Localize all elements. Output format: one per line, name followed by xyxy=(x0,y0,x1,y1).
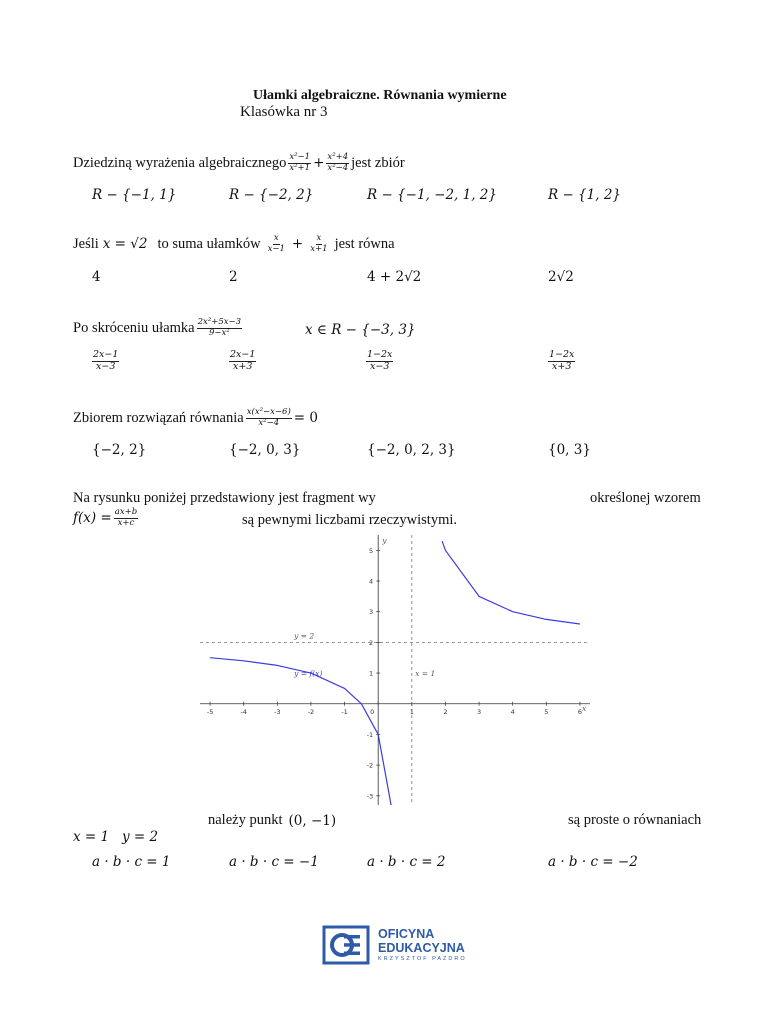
q3-fraction: $\frac{\text{2x²+5x−3}}{\text{9−x²}}$ xyxy=(197,317,242,338)
x-tick-label: 6 xyxy=(577,707,582,716)
x-tick-label: -3 xyxy=(274,707,281,716)
q1-answer-c: R − {−1, −2, 1, 2} xyxy=(367,187,497,203)
q4-answer-c: {−2, 0, 2, 3} xyxy=(367,442,456,458)
page-title: Ułamki algebraiczne. Równania wymierne xyxy=(253,88,507,103)
q1-answer-a: R − {−1, 1} xyxy=(92,187,177,203)
q4-answer-a: {−2, 2} xyxy=(92,442,147,458)
q3-answer-d: $\frac{1-2x}{x+3}$ xyxy=(549,349,575,372)
curve-branch-2 xyxy=(442,541,580,624)
q1-fraction-1: $\frac{\text{x²−1}}{\text{x²+1}}$ xyxy=(289,152,311,173)
question-2: Jeśli x = √2 to suma ułamków $\frac{x}{x-1}$ + $\frac{x}{x+1}$ jest równa xyxy=(73,233,395,254)
y-tick-label: 5 xyxy=(369,546,374,555)
question-4 xyxy=(73,408,318,429)
q5-answer-b: a · b · c = −1 xyxy=(229,854,319,870)
q5-answer-d: a · b · c = −2 xyxy=(548,854,638,870)
q1-text-after: jest zbiór xyxy=(351,154,405,171)
x-axis-label: x xyxy=(582,703,587,713)
y-tick-label: 3 xyxy=(369,608,374,617)
x-tick-label: -2 xyxy=(307,707,315,716)
label-y-2: y = 2 xyxy=(294,631,315,641)
q3-answer-b: $\frac{2x-1}{x+3}$ xyxy=(230,349,256,372)
x-tick-label: 5 xyxy=(544,707,549,716)
q1-fraction-2: $\frac{\text{x²+4}}{\text{x²−4}}$ xyxy=(327,152,349,173)
q2-answer-d: 2√2 xyxy=(548,269,574,285)
x-tick-label: 4 xyxy=(510,707,515,716)
oe-logo-icon xyxy=(322,925,370,965)
label-x-1: x = 1 xyxy=(415,669,436,679)
y-tick-label: -1 xyxy=(366,730,374,739)
q2-text-b: to suma ułamków xyxy=(157,235,261,252)
q2-fraction-1: $\frac{x}{x-1}$ xyxy=(267,233,285,254)
x-tick-label: -4 xyxy=(240,707,247,716)
q5-formula: f(x) = $\frac{ax+b}{x+c}$ xyxy=(73,507,138,528)
y-tick-label: 4 xyxy=(369,577,374,586)
q3-answer-a: $\frac{2x-1}{x-3}$ xyxy=(93,349,119,372)
q4-fraction: $\frac{\text{x(x²−x−6)}}{\text{x²−4}}$ xyxy=(246,407,291,428)
q4-answer-d: {0, 3} xyxy=(548,442,591,458)
q5-text-c: są pewnymi liczbami rzeczywistymi. xyxy=(242,512,458,528)
q5-answer-c: a · b · c = 2 xyxy=(367,854,446,870)
y-tick-label: -3 xyxy=(366,792,374,801)
logo-line-1: OFICYNA xyxy=(378,927,435,942)
q2-text-a: Jeśli xyxy=(73,235,99,252)
x-tick-label: -1 xyxy=(341,707,348,716)
q5-text-b: określonej wzorem xyxy=(590,490,701,506)
x-tick-label: 3 xyxy=(476,707,482,716)
q2-answer-c: 4 + 2√2 xyxy=(367,269,422,285)
x-tick-label: 1 xyxy=(409,707,414,716)
y-tick-label: 2 xyxy=(369,638,374,647)
publisher-logo xyxy=(322,925,467,965)
q5-point: (0, −1) xyxy=(288,812,337,829)
page-subtitle: Klasówka nr 3 xyxy=(240,104,328,120)
q2-answer-b: 2 xyxy=(229,269,238,285)
q4-equals: = 0 xyxy=(293,410,318,427)
question-1: Dziedziną wyrażenia algebraicznego $\frac{\text{x²−1}}{\text{x²+1}}$ + $\frac{\text{x²+4}}{\text{x²−4}}$ jest zbiór xyxy=(73,152,405,173)
q5-text-e: są proste o równaniach xyxy=(568,812,702,828)
logo-line-3: KRZYSZTOF PAZDRO xyxy=(378,955,467,962)
logo-line-2: EDUKACYJNA xyxy=(378,941,465,955)
q3-text: Po skróceniu ułamka xyxy=(73,319,195,336)
q1-text: Dziedziną wyrażenia algebraicznego xyxy=(73,154,287,171)
y-tick-label: -2 xyxy=(366,761,374,770)
q4-text: Zbiorem rozwiązań równania xyxy=(73,409,244,426)
q2-answer-a: 4 xyxy=(92,269,101,285)
y-tick-label: 1 xyxy=(369,669,374,678)
q1-answer-b: R − {−2, 2} xyxy=(229,187,314,203)
question-3 xyxy=(73,318,244,339)
q5-point-line: należy punkt (0, −1) xyxy=(208,812,337,829)
q2-text-c: jest równa xyxy=(334,235,395,252)
q3-answer-c: $\frac{1-2x}{x-3}$ xyxy=(367,349,393,372)
q1-answer-d: R − {1, 2} xyxy=(548,187,621,203)
function-graph xyxy=(200,535,590,805)
q5-answer-a: a · b · c = 1 xyxy=(92,854,171,870)
y-axis-label: y xyxy=(382,536,387,545)
q5-asymptotes: x = 1 y = 2 xyxy=(73,829,159,845)
label-fx: y = f(x) xyxy=(294,669,323,679)
x-tick-label: 0 xyxy=(370,707,375,716)
q4-answer-b: {−2, 0, 3} xyxy=(229,442,301,458)
q5-text-a: Na rysunku poniżej przedstawiony jest fragment wy xyxy=(73,490,376,506)
x-tick-label: -5 xyxy=(206,707,214,716)
q3-domain: x ∈ R − {−3, 3} xyxy=(305,322,416,338)
x-tick-label: 2 xyxy=(443,707,448,716)
q5-fraction: $\frac{ax+b}{x+c}$ xyxy=(114,507,138,528)
q2-fraction-2: $\frac{x}{x+1}$ xyxy=(310,233,328,254)
q2-condition: x = √2 xyxy=(102,236,148,253)
